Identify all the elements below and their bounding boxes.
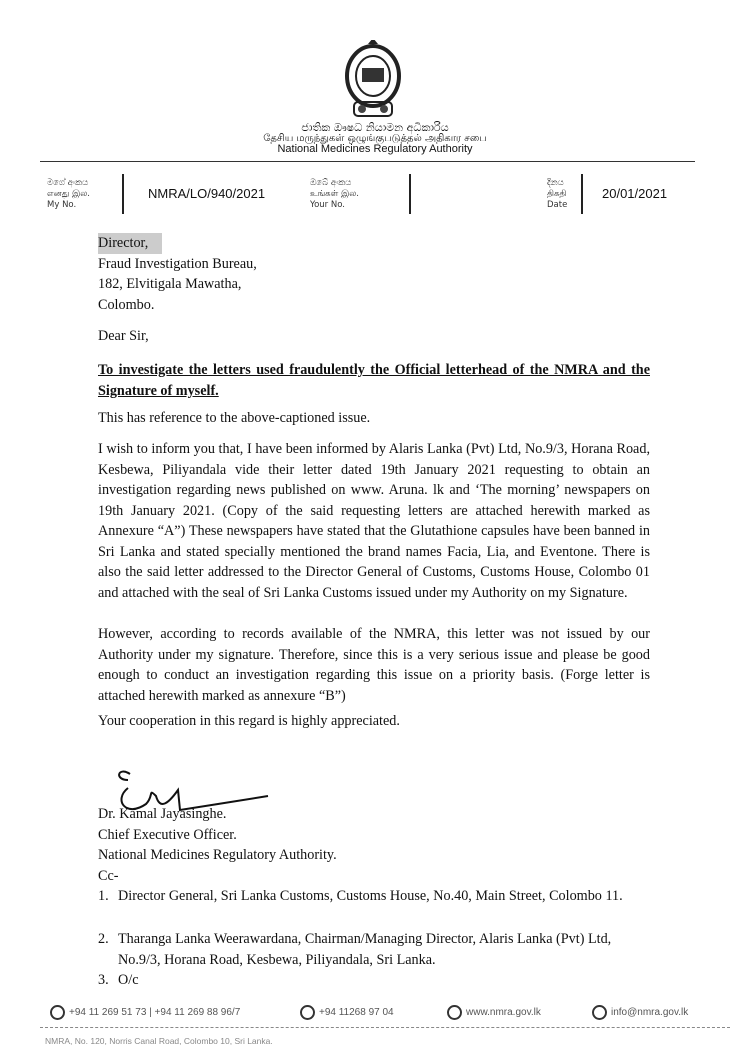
your-no-label: ඔබේ අංකය உங்கள் இல. Your No. <box>310 178 359 210</box>
my-no-value: NMRA/LO/940/2021 <box>148 186 266 201</box>
letterhead-tamil: தேசிய மருந்துகள் ஒழுங்குபடுத்தல் அதிகார சபை <box>263 133 487 144</box>
paragraph-3: However, according to records available of the NMRA, this letter was not issued by our Authority under my signature. Therefore, since this is a very serious issue and please be good enough to conduct an investigation regarding this issue on a priority basis. (Forge letter is attached herewith marked as annexure “B”) <box>98 626 650 704</box>
date-value: 20/01/2021 <box>602 186 668 201</box>
subject-line: To investigate the letters used fraudulently the Official letterhead of the NMRA and the Signature of myself. <box>98 362 650 399</box>
footer-address: NMRA, No. 120, Norris Canal Road, Colombo 10, Sri Lanka. <box>45 1036 273 1046</box>
paragraph-1: This has reference to the above-captioned issue. <box>98 410 371 426</box>
cc-item: 3. O/c <box>98 972 139 988</box>
cc-item: 2. Tharanga Lanka Weerawardana, Chairman/Managing Director, Alaris Lanka (Pvt) Ltd, No.9/3, Horana Road, Kesbewa, Piliyandala, Sri Lanka. <box>98 931 612 968</box>
cc-label: Cc- <box>98 867 119 884</box>
divider <box>122 174 124 214</box>
cc-item: 1. Director General, Sri Lanka Customs, Customs House, No.40, Main Street, Colombo 11. <box>98 888 623 904</box>
phone-icon <box>50 1005 65 1020</box>
sri-lanka-emblem-logo <box>338 40 408 120</box>
paragraph-2: I wish to inform you that, I have been informed by Alaris Lanka (Pvt) Ltd, No.9/3, Horana Road, Kesbewa, Piliyandala vide their letter dated 19th January 2021 requesting to obtain an investigation regarding news published on www. Aruna. lk and ‘The morning’ newspapers on 19th January 2021. (Copy of the said requesting letters are attached herewith marked as Annexure “A”) These newspapers have stated that the Glutathione capsules have been banned in Sri Lanka and stated specially mentioned the brand names Facia, Lia, and Eventone. There is also the said letter addressed to the Director General of Customs, Customs House, Colombo 01 and attached with the seal of Sri Lanka Customs issued under my Authority on my Signature. <box>98 441 650 601</box>
header-divider <box>40 161 695 162</box>
salutation: Dear Sir, <box>98 328 149 344</box>
divider <box>581 174 583 214</box>
my-no-label: මගේ අංකය எனது இல. My No. <box>47 178 90 210</box>
email-icon <box>592 1005 607 1020</box>
signatory-block: Dr. Kamal Jayasinghe. Chief Executive Officer. National Medicines Regulatory Authority. Cc- <box>98 804 337 886</box>
paragraph-4: Your cooperation in this regard is highly appreciated. <box>98 713 400 729</box>
footer-divider <box>40 1027 730 1028</box>
letterhead-sinhala: ජාතික ඖෂධ නියාමන අධිකාරිය <box>301 121 449 134</box>
letterhead-english: National Medicines Regulatory Authority <box>277 143 473 155</box>
recipient-address: Director, Fraud Investigation Bureau, 182, Elvitigala Mawatha, Colombo. <box>98 235 257 313</box>
footer-email[interactable]: info@nmra.gov.lk <box>592 1005 688 1020</box>
footer-phone: +94 11 269 51 73 | +94 11 269 88 96/7 <box>50 1005 240 1020</box>
fax-icon <box>300 1005 315 1020</box>
footer-web[interactable]: www.nmra.gov.lk <box>447 1005 541 1020</box>
divider <box>409 174 411 214</box>
globe-icon <box>447 1005 462 1020</box>
date-label: දිනය திகதி Date <box>547 178 568 210</box>
footer-fax: +94 11268 97 04 <box>300 1005 394 1020</box>
